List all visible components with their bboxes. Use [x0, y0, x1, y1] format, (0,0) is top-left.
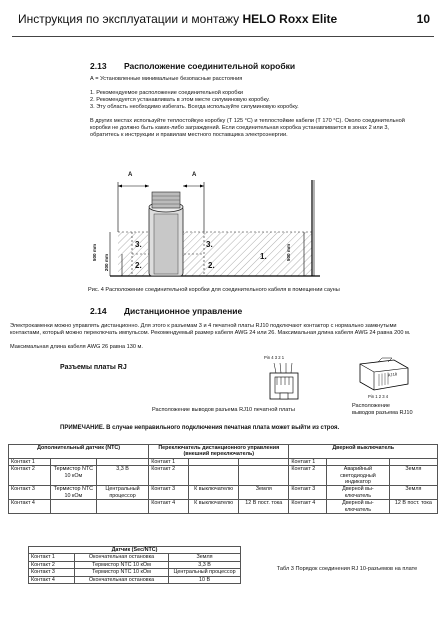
section-214-number: 2.14 [90, 306, 107, 316]
table-cell: Земля [169, 554, 241, 561]
table-row [9, 500, 438, 514]
table-cell: Контакт 2 [29, 561, 75, 568]
header-ntc-sensor: Дополнительный датчик (NTC) [9, 445, 149, 459]
section-213-item-2: 2. Рекомендуется устанавливать в этом месте силуминовую коробку. [90, 97, 270, 103]
table-cell: Контакт 3 [289, 486, 327, 500]
page-number: 10 [416, 12, 430, 26]
header-door-switch: Дверной выключатель [289, 445, 438, 459]
table-cell: Дверной вы-ключатель [327, 500, 390, 514]
table-cell [239, 466, 289, 486]
table-cell: Земля [389, 486, 437, 500]
section-214-paragraph: Электрокаменки можно управлять дистанционно. Для этого к разъемам 3 и 4 печатной платы RJ10 подключают контактор с нормально замкнутыми контактами, который можно переключать импульсом. Рекомендуемый размер кабеля AWG 24 или 26. Максимальная длина кабеля AWG 24 равна 200 м. [10, 323, 411, 336]
table-cell: К выключателю [188, 500, 238, 514]
table-cell: Термистор NTC 10 кОм [75, 561, 169, 568]
table-cell: Контакт 3 [149, 486, 189, 500]
table-cell: Контакт 4 [9, 500, 51, 514]
table-cell [389, 458, 437, 465]
rj10-plug-caption-line-2: выводов разъема RJ10 [352, 410, 413, 416]
table-3-caption: Табл 3 Порядок соединения RJ 10-разъемов на плате [276, 566, 418, 572]
rj10-board-caption: Расположение выводов разъема RJ10 печатной платы [152, 407, 295, 413]
dimension-500mm-right: 500 mm [286, 243, 292, 262]
dimension-a-left-label: A [128, 172, 133, 178]
dimension-200mm: 200 mm [104, 253, 110, 272]
table-cell: 3,3 В [96, 466, 148, 486]
table-cell: Термистор NTC 10 кОм [75, 569, 169, 576]
section-214-paragraph-2: Максимальная длина кабеля AWG 26 равна 130 м. [10, 344, 143, 350]
section-213-title: Расположение соединительной коробки [124, 61, 296, 71]
table-row [9, 486, 438, 500]
table-cell: 12 В пост. тока [389, 500, 437, 514]
zone-3-right-label: 3. [206, 240, 213, 249]
rj10-board-socket-drawing [262, 355, 314, 403]
header-remote-switch: Переключатель дистанционного управления (внешний переключатель) [149, 445, 289, 459]
table-cell: 3,3 В [169, 561, 241, 568]
section-213-paragraph: В других местах используйте теплостойкую коробку (Т 125 °С) и теплостойкие кабели (Т 170 °С). Около соединительной коробки не должно быть каких-либо заграждений. Если соединительная коробка устанавливается в зонах 2 или 3, обратитесь к инструкции и правилам местного поставщика электроэнергии. [90, 118, 405, 138]
table-cell: Контакт 1 [29, 554, 75, 561]
rj10-connection-table [8, 444, 438, 514]
table-row [29, 576, 241, 583]
table-cell: Окончательная остановка [75, 576, 169, 583]
table-cell [188, 458, 238, 465]
sensor-connection-table [28, 546, 241, 584]
table-cell [96, 500, 148, 514]
table-header-row [29, 547, 241, 554]
table-cell: Термистор NTC 10 кОм [50, 466, 96, 486]
table-cell: Контакт 3 [29, 569, 75, 576]
table-cell: Дверной вы-ключатель [327, 486, 390, 500]
zone-3-left-label: 3. [135, 240, 142, 249]
table-cell: К выключателю [188, 486, 238, 500]
table-cell: Контакт 1 [289, 458, 327, 465]
section-213-item-3: 3. Эту область необходимо избегать. Всегда используйте силуминовую коробку. [90, 104, 299, 110]
table-cell: Земля [389, 466, 437, 486]
table-cell: Земля [239, 486, 289, 500]
rj10-plug-text: RJ10 [387, 371, 398, 378]
figure-4-caption: Рис. 4 Расположение соединительной коробки для соединительного кабеля в помещении сауны [88, 287, 340, 293]
rj10-plug-caption-line-1: Расположение [352, 403, 391, 409]
table-cell [188, 466, 238, 486]
table-row [29, 569, 241, 576]
table-row [29, 554, 241, 561]
table-row [29, 561, 241, 568]
table-cell: Центральный процессор [169, 569, 241, 576]
page-header [0, 0, 446, 44]
wiring-warning-note: ПРИМЕЧАНИЕ. В случае неправильного подключения печатная плата может выйти из строя. [60, 425, 340, 431]
rj-connectors-label: Разъемы платы RJ [60, 364, 127, 371]
dimension-a-right-label: A [192, 172, 197, 178]
table-cell [239, 458, 289, 465]
table-cell: Контакт 4 [289, 500, 327, 514]
heater-drawing [149, 192, 183, 276]
table-cell: Контакт 4 [149, 500, 189, 514]
table-cell: Центральный процессор [96, 486, 148, 500]
header-title-prefix: Инструкция по эксплуатации и монтажу [18, 12, 240, 26]
table-row [9, 466, 438, 486]
zone-1-label: 1. [260, 252, 267, 261]
section-213-item-1: 1. Рекомендуемое расположение соединительной коробки [90, 90, 244, 96]
dimension-500mm-left: 500 mm [92, 243, 98, 262]
zone-2-right-label: 2. [208, 261, 215, 270]
section-213-note: А = Установленные минимальные безопасные расстояния [90, 76, 243, 82]
header-title [18, 12, 337, 26]
figure-4-junction-box-diagram [88, 160, 334, 284]
table-row [9, 458, 438, 465]
header-divider [12, 36, 434, 37]
table-cell: Контакт 1 [9, 458, 51, 465]
table-cell [50, 458, 96, 465]
table-cell: Контакт 4 [29, 576, 75, 583]
header-title-brand: HELO Roxx Elite [242, 12, 338, 26]
table-cell: 10 В [169, 576, 241, 583]
hatched-zone [118, 232, 312, 276]
section-213-number: 2.13 [90, 61, 107, 71]
table-cell: Контакт 2 [9, 466, 51, 486]
table-cell [96, 458, 148, 465]
table-cell: Аварийный светодиодный индикатор [327, 466, 390, 486]
table-cell [50, 500, 96, 514]
table-cell [327, 458, 390, 465]
table-cell: Контакт 2 [289, 466, 327, 486]
table-cell: Контакт 2 [149, 466, 189, 486]
header-sensor: Датчик (Sec/NTC) [29, 547, 241, 554]
section-214-title: Дистанционное управление [124, 306, 243, 316]
table-cell: 12 В пост. тока [239, 500, 289, 514]
table-cell: Термистор NTC 10 кОм [50, 486, 96, 500]
pin-label-plug: Pin 1 2 3 4 [368, 394, 389, 399]
table-cell: Контакт 1 [149, 458, 189, 465]
pin-label-board: Pin 4 3 2 1 [264, 355, 285, 360]
table-cell: Окончательная остановка [75, 554, 169, 561]
table-cell: Контакт 3 [9, 486, 51, 500]
rj10-plug-drawing [354, 356, 414, 402]
table-header-row [9, 445, 438, 459]
zone-2-left-label: 2. [135, 261, 142, 270]
